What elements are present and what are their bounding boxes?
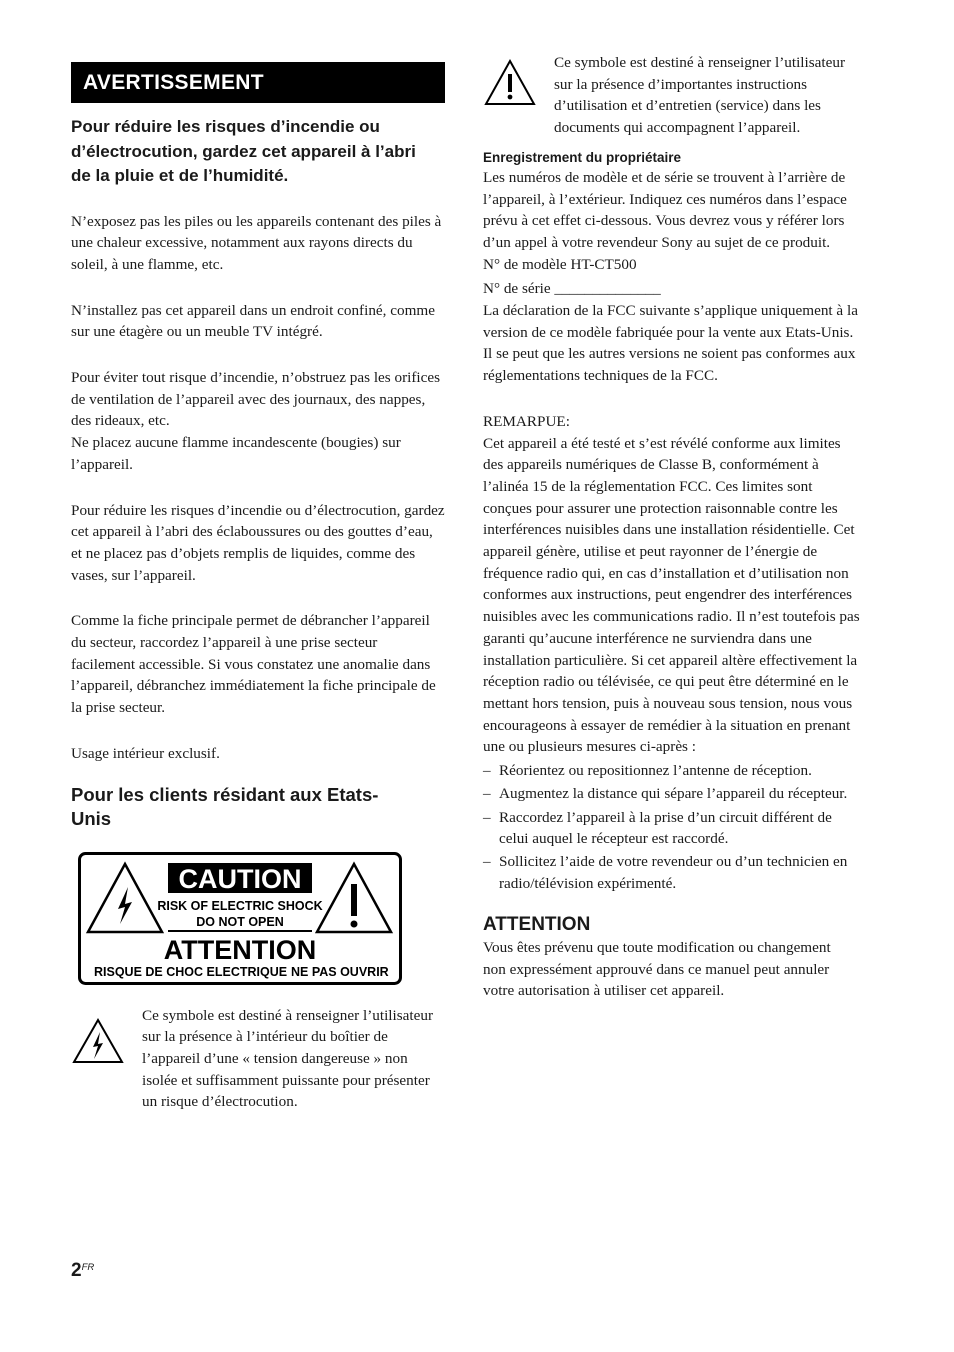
- paragraph-installation: N’installez pas cet appareil dans un endroit confiné, comme sur une étagère ou un meuble TV intégré.: [71, 301, 435, 341]
- left-column: [71, 62, 445, 1113]
- measures-list: [483, 760, 863, 895]
- owner-text: Les numéros de modèle et de série se trouvent à l’arrière de l’appareil, à l’extérieur. Indiquez ces numéros dans l’espace prévu à cet effet ci-dessous. Vous devrez vous y référer lors d’un appel à votre revendeur Sony au sujet de ce produit.: [483, 168, 847, 251]
- attention-label-text: ATTENTION: [163, 934, 317, 965]
- paragraph-flame: Ne placez aucune flamme incandescente (bougies) sur l’appareil.: [71, 434, 401, 473]
- do-not-open-text: DO NOT OPEN: [196, 914, 284, 929]
- avertissement-banner: AVERTISSEMENT: [71, 62, 445, 103]
- lightning-warning-icon: [71, 1005, 142, 1070]
- lightning-symbol-note: [71, 1005, 445, 1114]
- exclamation-symbol-note: [483, 52, 863, 139]
- list-item: – Raccordez l’appareil à la prise d’un circuit différent de celui auquel le récepteur est raccordé.: [483, 807, 863, 850]
- warning-heading: Pour réduire les risques d’incendie ou d’électrocution, gardez cet appareil à l’abri de la pluie et de l’humidité.: [71, 117, 416, 185]
- page-language-suffix: FR: [81, 1262, 95, 1273]
- page-number: [71, 1260, 94, 1282]
- ne-pas-ouvrir-text: NE PAS OUVRIR: [291, 964, 389, 979]
- exclamation-warning-icon: [483, 52, 554, 113]
- caution-text: CAUTION: [178, 863, 302, 894]
- attention-heading: ATTENTION: [483, 913, 591, 935]
- paragraph-piles: N’exposez pas les piles ou les appareils contenant des piles à une chaleur excessive, notamment aux rayons directs du soleil, à une flamme, etc.: [71, 212, 442, 273]
- list-item: – Réorientez ou repositionnez l’antenne de réception.: [483, 760, 863, 782]
- model-number-line: N° de modèle HT-CT500: [483, 255, 637, 273]
- owner-heading: Enregistrement du propriétaire: [483, 149, 682, 165]
- paragraph-plug: Comme la fiche principale permet de débrancher l’appareil du secteur, raccordez l’appareil à une prise secteur facilement accessible. Si vous constatez une anomalie dans l’appareil, débranchez immédiatement la fiche principale de la prise secteur.: [71, 612, 436, 717]
- paragraph-indoor: Usage intérieur exclusif.: [71, 744, 220, 762]
- remark-label: REMARPUE:: [483, 412, 570, 430]
- fcc-text: La déclaration de la FCC suivante s’applique uniquement à la version de ce modèle fabriquée pour la vente aux Etats-Unis. Il se peut que les autres versions ne soient pas conformes aux réglementations techniques de la FCC.: [483, 302, 858, 385]
- serial-number-line: N° de série ______________: [483, 280, 661, 298]
- right-column: [483, 52, 863, 1002]
- risk-text: RISK OF ELECTRIC SHOCK: [157, 898, 323, 913]
- remark-text: Cet appareil a été testé et s’est révélé conforme aux limites des appareils numériques de Classe B, conformément à l’alinéa 15 de la réglementation FCC. Ces limites sont conçues pour assurer une protection raisonnable contre les interférences nuisibles dans une installation résidentielle. Cet appareil génère, utilise et peut rayonner de l’énergie de fréquence radio qui, en cas d’installation et d’utilisation non conformes aux instructions, peut engendrer des interférences nuisibles avec les communications radio. Il n’est toutefois pas garanti qu’aucune interférence ne surviendra dans une installation particulière. Si cet appareil altère effectivement la réception radio ou télévisée, ce qui peut être déterminé en le mettant hors tension, puis à nouveau sous tension, nous vous encourageons à essayer de remédier à la situation en prenant une ou plusieurs mesures ci-après :: [483, 434, 860, 756]
- list-item: – Sollicitez l’aide de votre revendeur ou d’un technicien en radio/télévision expérimenté.: [483, 851, 863, 894]
- risque-text: RISQUE DE CHOC ELECTRIQUE: [94, 964, 288, 979]
- paragraph-ventilation: Pour éviter tout risque d’incendie, n’obstruez pas les orifices de ventilation de l’appareil avec des journaux, des nappes, des rideaux, etc.: [71, 369, 441, 430]
- us-customers-heading: Pour les clients résidant aux Etats-Unis: [71, 783, 379, 830]
- page-number-value: 2: [71, 1260, 82, 1281]
- paragraph-water: Pour réduire les risques d’incendie ou d’électrocution, gardez cet appareil à l’abri des éclaboussures ou des gouttes d’eau, et ne placez pas d’objets remplis de liquides, comme des vases, sur l’appareil.: [71, 501, 445, 584]
- exclamation-symbol-text: Ce symbole est destiné à renseigner l’utilisateur sur la présence d’importantes instructions d’utilisation et d’entretien (service) dans les documents qui accompagnent l’appareil.: [554, 54, 846, 137]
- caution-label: [78, 852, 402, 985]
- attention-text: Vous êtes prévenu que toute modification ou changement non expressément approuvé dans ce manuel peut annuler votre autorisation à utiliser cet appareil.: [483, 938, 831, 1000]
- lightning-symbol-text: Ce symbole est destiné à renseigner l’utilisateur sur la présence à l’intérieur du boîtier de l’appareil d’une « tension dangereuse » non isolée et suffisamment puissante pour présenter un risque d’électrocution.: [142, 1006, 434, 1111]
- list-item: – Augmentez la distance qui sépare l’appareil du récepteur.: [483, 783, 863, 805]
